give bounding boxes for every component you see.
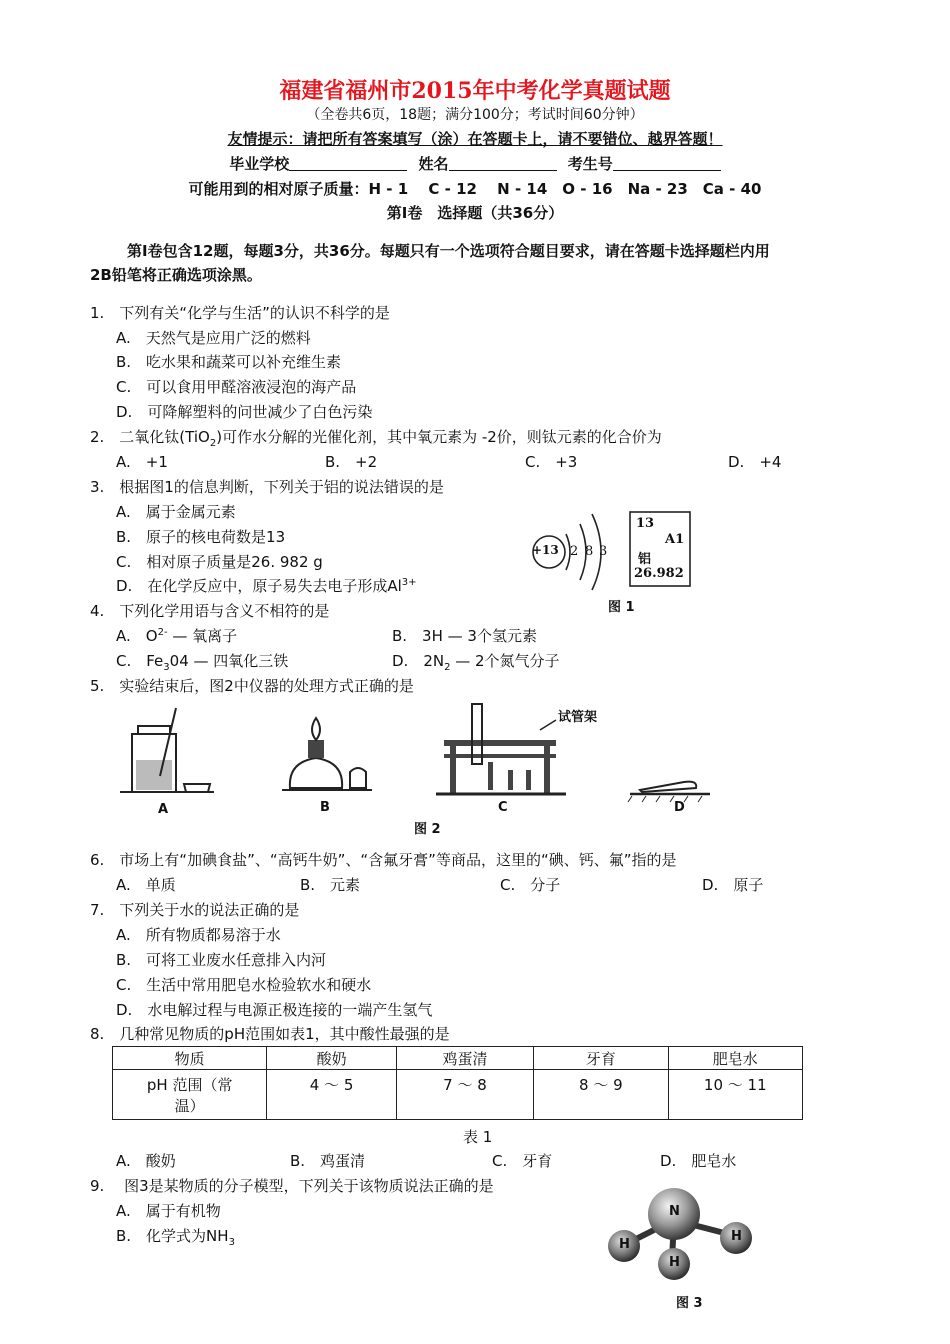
page-title: 福建省福州市2015年中考化学真题试题 — [279, 78, 671, 104]
q4-option-b: B. 3H — 3个氢元素 — [392, 627, 537, 645]
q3-stem: 3. 根据图1的信息判断，下列关于铝的说法错误的是 — [90, 478, 444, 496]
table-cell: 4 ～ 5 — [267, 1070, 396, 1120]
q6-option-c: C. 分子 — [500, 876, 561, 894]
shell-1-electrons: 2 — [570, 544, 579, 559]
q8-stem: 8. 几种常见物质的pH范围如表1，其中酸性最强的是 — [90, 1025, 450, 1043]
table-header-cell: 肥皂水 — [668, 1047, 802, 1070]
atomic-mass: 26.982 — [634, 566, 684, 581]
section-intro-line1: 第Ⅰ卷包含12题，每题3分，共36分。每题只有一个选项符合题目要求，请在答题卡选择题栏内用 — [112, 242, 770, 260]
q4-stem: 4. 下列化学用语与含义不相符的是 — [90, 602, 330, 620]
element-symbol: A1 — [665, 532, 685, 547]
q6-option-d: D. 原子 — [702, 876, 764, 894]
q6-stem: 6. 市场上有“加碘食盐”、“高钙牛奶”、“含氟牙膏”等商品，这里的“碘、钙、氟”指的是 — [90, 851, 677, 869]
q7-option-c: C. 生活中常用肥皂水检验软水和硬水 — [116, 976, 372, 994]
q7-option-a: A. 所有物质都易溶于水 — [116, 926, 281, 944]
ph-table — [112, 1046, 803, 1120]
q1-option-d: D. 可降解塑料的问世减少了白色污染 — [116, 403, 373, 421]
element-name: 铝 — [638, 552, 652, 567]
atom-label-h: H — [669, 1255, 680, 1270]
q6-option-b: B. 元素 — [300, 876, 361, 894]
q3-option-c: C. 相对原子质量是26. 982 g — [116, 553, 323, 571]
table-header-cell: 牙育 — [534, 1047, 668, 1070]
figure-2-caption: 图 2 — [414, 822, 441, 837]
rack-label: 试管架 — [558, 710, 598, 725]
apparatus-d-tube-on-table — [628, 782, 710, 802]
shell-3-electrons: 3 — [599, 544, 608, 559]
apparatus-b-alcohol-lamp — [282, 718, 372, 790]
q5-stem: 5. 实验结束后，图2中仪器的处理方式正确的是 — [90, 677, 414, 695]
info-fields — [0, 153, 950, 174]
figure-1-caption: 图 1 — [608, 600, 635, 615]
table-header-cell: 鸡蛋清 — [396, 1047, 533, 1070]
shell-2-electrons: 8 — [585, 544, 594, 559]
q7-option-d: D. 水电解过程与电源正极连接的一端产生氢气 — [116, 1001, 433, 1019]
q6-option-a: A. 单质 — [116, 876, 176, 894]
nucleus-charge: +13 — [532, 543, 559, 557]
name-label: 姓名 — [418, 155, 449, 173]
q4-option-a: A. $O^{2-}$ — 氧离子 — [116, 627, 238, 645]
figure-1 — [528, 510, 708, 620]
q8-option-b: B. 鸡蛋清 — [290, 1152, 366, 1170]
section-title: 第Ⅰ卷 选择题（共36分） — [386, 204, 564, 222]
q3-option-d: D. 在化学反应中，原子易失去电子形成$Al^{3+}$ — [116, 577, 417, 595]
q8-option-c: C. 牙育 — [492, 1152, 553, 1170]
table-cell: 10 ～ 11 — [668, 1070, 802, 1120]
atom-label-n: N — [669, 1204, 680, 1219]
atomic-masses: 可能用到的相对原子质量：H - 1 C - 12 N - 14 O - 16 Na - 23 Ca - 40 — [188, 180, 762, 198]
atom-label-h: H — [619, 1237, 630, 1252]
q4-option-d: D. $2N_2$ — 2个氮气分子 — [392, 652, 560, 673]
q9-option-a: A. 属于有机物 — [116, 1202, 221, 1220]
exam-no-label: 考生号 — [567, 155, 613, 173]
q2-stem: 2. 二氧化钛(TiO$_2$)可作水分解的光催化剂，其中氧元素为 -2价，则钛元素的化合价为 — [90, 428, 662, 449]
table-1-caption: 表 1 — [463, 1128, 493, 1146]
notice: 友情提示：请把所有答案填写（涂）在答题卡上，请不要错位、越界答题！ — [227, 130, 723, 148]
exam-no-field[interactable] — [613, 156, 721, 171]
q9-option-b: B. 化学式为$NH_3$ — [116, 1227, 235, 1248]
q8-option-d: D. 肥皂水 — [660, 1152, 737, 1170]
exam-subtitle: （全卷共6页，18题；满分100分；考试时间60分钟） — [306, 107, 644, 123]
q4-option-c: C. $Fe_304$ — 四氧化三铁 — [116, 652, 289, 673]
q2-option-c: C. +3 — [525, 453, 578, 471]
figure-3 — [596, 1184, 766, 1314]
q7-option-b: B. 可将工业废水任意排入内河 — [116, 951, 327, 969]
table-cell: 8 ～ 9 — [534, 1070, 668, 1120]
school-field[interactable] — [289, 156, 407, 171]
apparatus-c-label: C — [498, 800, 508, 815]
table-cell: 7 ～ 8 — [396, 1070, 533, 1120]
q1-option-c: C. 可以食用甲醛溶液浸泡的海产品 — [116, 378, 357, 396]
q1-option-b: B. 吃水果和蔬菜可以补充维生素 — [116, 353, 342, 371]
q1-stem: 1. 下列有关“化学与生活”的认识不科学的是 — [90, 304, 390, 322]
q2-option-b: B. +2 — [325, 453, 378, 471]
q3-option-b: B. 原子的核电荷数是13 — [116, 528, 286, 546]
apparatus-c-test-tube-rack — [436, 704, 566, 794]
apparatus-a-jar — [120, 708, 214, 792]
apparatus-a-label: A — [158, 802, 169, 817]
table-row-label: pH 范围（常 温） — [113, 1070, 267, 1120]
section-intro-line2: 2B铅笔将正确选项涂黑。 — [90, 266, 262, 284]
table-header-cell: 酸奶 — [267, 1047, 396, 1070]
apparatus-d-label: D — [674, 800, 685, 815]
table-header-cell: 物质 — [113, 1047, 267, 1070]
q2-option-d: D. +4 — [728, 453, 782, 471]
name-field[interactable] — [449, 156, 557, 171]
figure-3-caption: 图 3 — [676, 1296, 703, 1311]
table-row — [113, 1070, 803, 1120]
q8-option-a: A. 酸奶 — [116, 1152, 176, 1170]
q7-stem: 7. 下列关于水的说法正确的是 — [90, 901, 300, 919]
school-label: 毕业学校 — [229, 155, 290, 173]
atomic-number: 13 — [636, 516, 655, 531]
apparatus-b-label: B — [320, 800, 330, 815]
atom-label-h: H — [731, 1229, 742, 1244]
q3-option-a: A. 属于金属元素 — [116, 503, 236, 521]
table-header-row — [113, 1047, 803, 1070]
q9-stem: 9. 图3是某物质的分子模型，下列关于该物质说法正确的是 — [90, 1177, 494, 1195]
q2-option-a: A. +1 — [116, 453, 168, 471]
figure-2 — [110, 700, 730, 840]
q1-option-a: A. 天然气是应用广泛的燃料 — [116, 329, 311, 347]
